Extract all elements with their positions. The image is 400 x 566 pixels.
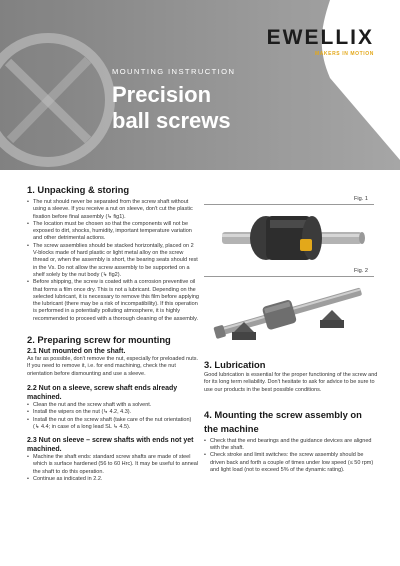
- figure-2-v-block-storage-image: [204, 278, 374, 346]
- list-item: • Clean the nut and the screw shaft with a solvent.: [27, 402, 199, 409]
- brand-logo: [267, 26, 374, 57]
- section-2-heading: 2. Preparing screw for mounting: [27, 334, 171, 346]
- brand-tagline: MAKERS IN MOTION: [314, 51, 374, 57]
- figure-1-rule: [204, 204, 374, 205]
- list-item: • The location must be chosen so that the components will not be exposed to dirt, shocks, humidity, important temperature variation and other detrimental actions.: [27, 221, 199, 243]
- list-item: • Check that the end bearings and the guidance devices are aligned with the shaft.: [204, 438, 378, 453]
- figure-2-label: Fig. 2: [354, 268, 368, 274]
- list-item: • Machine the shaft ends: standard screw shafts are made of steel which is surface hardened (56 to 60 Hrc). It may be useful to anneal the shaft to do this operation.: [27, 454, 199, 476]
- section-2-1-heading: 2.1 Nut mounted on the shaft.: [27, 348, 126, 356]
- left-column: [27, 184, 199, 483]
- figure-2-rule: [204, 276, 374, 277]
- figure-1-label: Fig. 1: [354, 196, 368, 202]
- title-line-1: Precision: [112, 82, 212, 107]
- section-2-2-list: [27, 402, 199, 431]
- header: [0, 0, 400, 170]
- section-4-list: [204, 438, 378, 474]
- section-3-text: Good lubrication is essential for the proper functioning of the screw and for its long term reliability. Don't hesitate to ask for advice to be sure to use our products in the best possible conditions.: [204, 372, 378, 393]
- figure-1-nut-on-sleeve-image: [204, 208, 374, 264]
- section-3-heading: 3. Lubrication: [204, 359, 266, 370]
- list-item: • Install the nut on the screw shaft (take care of the nut orientation) (↳ 4.4; in case of a long lead SL ↳ 4.5).: [27, 417, 199, 432]
- list-item: • The nut should never be separated from the screw shaft without using a sleeve. If you receive a nut on sleeve, don't cut the plastic fixation before final assembly (↳ fig1).: [27, 199, 199, 221]
- section-1-list: [27, 199, 199, 323]
- list-item: • Continue as indicated in 2.2.: [27, 476, 199, 483]
- document-type: MOUNTING INSTRUCTION: [112, 67, 236, 76]
- list-item: • Before shipping, the screw is coated with a corrosion preventive oil that forms a film once dry. This is not a lubricant. Depending on the selected lubricant, it is necessary to remove this film before applying the lubricant (there may be a risk of incompatibility). If this operation is performed in a potentially polluting atmosphere, it is highly recommended to proceed with a thorough cleaning of the assembly.: [27, 279, 199, 323]
- list-item: • The screw assemblies should be stacked horizontally, placed on 2 V-blocks made of hard plastic or light metal alloy on the screw thread or, when the assembly is short, the bearing seats should rest in the Vs. Do not allow the screw assembly to be supported on a shelf solely by the nut body (↳ fig2).: [27, 243, 199, 279]
- section-4-heading: 4. Mounting the screw assembly on the machine: [204, 408, 362, 434]
- section-2-3-heading: 2.3 Nut on sleeve – screw shafts with ends not yet machined.: [27, 437, 194, 454]
- section-2-1-text: As far as possible, don't remove the nut, especially for preloaded nuts. If you need to remove it, i.e. for end machining, check the nut orientation before dismounting and use a sleeve.: [27, 356, 199, 377]
- list-item: • Check stroke and limit switches: the screw assembly should be driven back and forth a couple of times under low speed (≤ 50 rpm) and light load (not to exceed 5% of the dynamic rating).: [204, 452, 378, 474]
- section-1-heading: 1. Unpacking & storing: [27, 184, 130, 195]
- list-item: • Install the wipers on the nut (↳ 4.2, 4.3).: [27, 409, 199, 416]
- section-2-2-heading: 2.2 Nut on a sleeve, screw shaft ends already machined.: [27, 384, 178, 401]
- document-title: [112, 82, 231, 134]
- title-line-2: ball screws: [112, 108, 231, 133]
- brand-name: EWELLIX: [266, 26, 374, 49]
- section-2-3-list: [27, 454, 199, 483]
- right-column: [204, 359, 378, 474]
